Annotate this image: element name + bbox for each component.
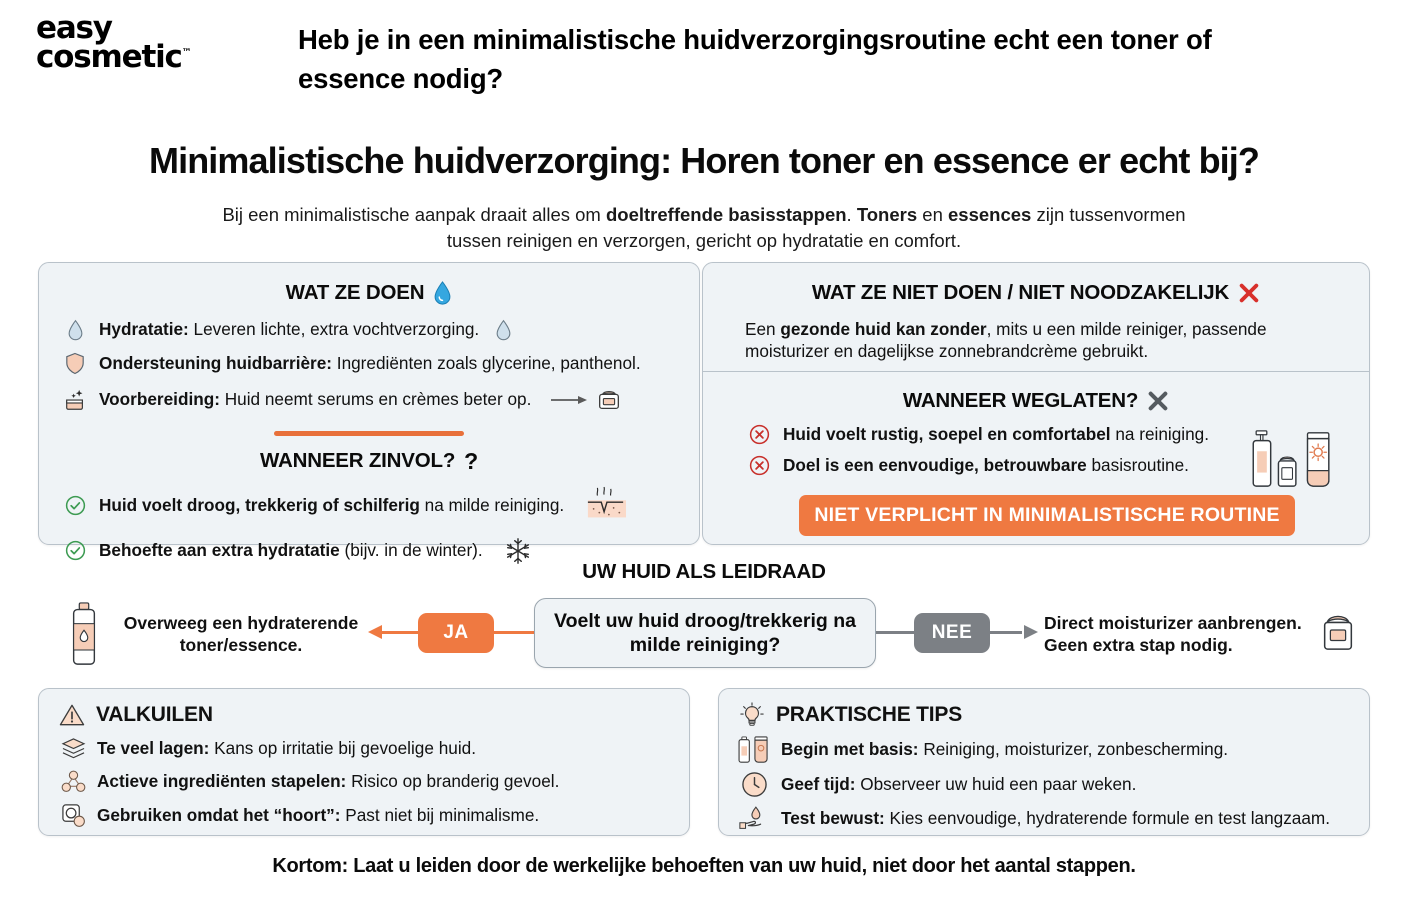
- brand-logo: [36, 10, 246, 75]
- check-circle-icon: [61, 540, 89, 561]
- list-item: [59, 803, 689, 828]
- list-item-text: [781, 808, 1330, 830]
- list-item-text: [99, 319, 479, 341]
- flow-connector-no-left: [876, 631, 918, 634]
- panel-what-they-do: [38, 262, 700, 560]
- gray-cross-icon: [1147, 390, 1169, 412]
- flow-yes-outcome-line1: Overweeg een hydraterende: [123, 613, 359, 633]
- list-item-text: [97, 738, 476, 760]
- list-item: [59, 769, 689, 794]
- panel-what-they-dont-do-heading-text: WAT ZE NIET DOEN / NIET NOODZAKELIJK: [811, 281, 1230, 304]
- list-item-rest: Kies eenvoudige, hydraterende formule en test langzaam.: [884, 807, 1331, 828]
- panel-tips-heading: [739, 702, 1369, 728]
- two-products-icon: [737, 736, 771, 764]
- lightbulb-icon: [739, 702, 765, 728]
- flow-no-outcome: [1044, 612, 1324, 657]
- arrow-right-icon: [1018, 622, 1038, 642]
- list-item-bold: Te veel lagen:: [97, 737, 210, 758]
- mirror-icon: [59, 803, 87, 828]
- subtitle-bold-3: essences: [948, 204, 1032, 225]
- list-item: [737, 805, 1369, 832]
- list-item-bold: Voorbereiding:: [99, 389, 220, 410]
- list-item-bold: Huid voelt rustig, soepel en comfortabel: [783, 423, 1111, 444]
- arrow-left-icon: [368, 622, 388, 642]
- list-item-text: [97, 771, 559, 793]
- clock-icon: [737, 771, 771, 798]
- list-item-text: [99, 389, 531, 411]
- list-item-rest: Leveren lichte, extra vochtverzorging.: [188, 319, 480, 340]
- flow-section-title: UW HUID ALS LEIDRAAD: [582, 560, 826, 583]
- subtitle-bold-2: Toners: [856, 204, 918, 225]
- list-item-bold: Gebruiken omdat het “hoort”:: [97, 804, 341, 825]
- cream-jar-icon: [595, 386, 623, 414]
- list-item-bold: Geef tijd:: [781, 773, 856, 794]
- panel-what-they-dont-do: [702, 262, 1370, 545]
- list-item-rest: Past niet bij minimalisme.: [340, 804, 540, 825]
- list-item-rest: Huid neemt serums en crèmes beter op.: [219, 389, 532, 410]
- question-mark-icon: ?: [464, 447, 479, 474]
- flow-yes-outcome: [110, 612, 372, 657]
- list-item-rest: Observeer uw huid een paar weken.: [855, 773, 1137, 794]
- body-text-2: , mits u een milde reiniger, passende moisturizer en dagelijkse zonnebrandcrème gebruikt.: [745, 319, 1267, 362]
- list-item-text: [783, 424, 1209, 446]
- section-divider: [274, 431, 464, 436]
- water-drop-icon: [61, 319, 89, 341]
- sparkle-product-icon: [61, 388, 89, 413]
- footer-summary: Kortom: Laat u leiden door de werkelijke behoeften van uw huid, niet door het aantal stappen.: [272, 855, 1136, 877]
- list-item-bold: Behoefte aan extra hydratatie: [99, 539, 340, 560]
- list-item-text: [97, 805, 539, 827]
- flow-question-box: Voelt uw huid droog/trekkerig na milde reiniging?: [534, 598, 876, 668]
- flow-badge-yes: JA: [418, 613, 494, 653]
- list-item-bold: Huid voelt droog, trekkerig of schilferig: [99, 494, 420, 515]
- trademark-symbol: ™: [181, 47, 192, 59]
- list-item-bold: Actieve ingrediënten stapelen:: [97, 770, 347, 791]
- list-item-rest: na reiniging.: [1110, 423, 1209, 444]
- list-item-bold: Test bewust:: [781, 807, 885, 828]
- list-item-rest: Kans op irritatie bij gevoelige huid.: [209, 737, 476, 758]
- panel-divider: [703, 371, 1369, 372]
- layers-icon: [59, 737, 87, 760]
- red-cross-icon: [1238, 282, 1260, 304]
- flow-no-outcome-line2: Geen extra stap nodig.: [1044, 635, 1233, 656]
- panel-pitfalls: [38, 688, 690, 836]
- flow-connector-yes-right: [492, 631, 538, 634]
- subtitle-bold-1: doeltreffende basisstappen: [605, 204, 847, 225]
- status-badge: NIET VERPLICHT IN MINIMALISTISCHE ROUTINE: [799, 495, 1295, 536]
- skincare-products-icon: [1243, 428, 1341, 490]
- panel-what-they-do-heading-text: WAT ZE DOEN: [285, 281, 425, 304]
- subtitle-text-4: zijn tussenvormen tussen reinigen en verzorgen, gericht op hydratatie en comfort.: [446, 204, 1186, 252]
- panel-what-they-dont-do-heading: [703, 281, 1369, 305]
- list-item-text: [781, 739, 1228, 761]
- page-title: Minimalistische huidverzorging: Horen toner en essence er echt bij?: [149, 140, 1259, 181]
- list-item-text: [99, 495, 564, 517]
- x-circle-icon: [745, 455, 773, 476]
- page-subtitle: [204, 202, 1204, 255]
- header: [0, 0, 1408, 118]
- panel-when-useful-heading: [39, 448, 699, 475]
- list-item: [61, 386, 699, 414]
- molecules-icon: [59, 769, 87, 794]
- panel-tips: [718, 688, 1370, 836]
- panel-pitfalls-heading-text: VALKUILEN: [96, 703, 213, 726]
- list-item: [61, 352, 699, 375]
- panel-what-they-do-heading: [39, 281, 699, 305]
- dry-skin-icon: [582, 486, 630, 526]
- subtitle-text-1: Bij een minimalistische aanpak draait alles om: [222, 204, 606, 225]
- water-drop-icon: [495, 319, 512, 341]
- list-item-bold: Begin met basis:: [781, 739, 919, 760]
- subtitle-text-3: en: [917, 204, 948, 225]
- list-item: [59, 737, 689, 760]
- list-item: [737, 771, 1369, 798]
- list-item-rest: na milde reiniging.: [419, 494, 565, 515]
- warning-triangle-icon: [59, 703, 85, 727]
- body-bold: gezonde huid kan zonder: [780, 319, 987, 339]
- list-item-rest: (bijv. in de winter).: [339, 539, 483, 560]
- list-item-bold: Doel is een eenvoudige, betrouwbare: [783, 455, 1087, 476]
- panel-when-useful-heading-text: WANNEER ZINVOL?: [259, 449, 456, 472]
- panel-when-skip-heading-text: WANNEER WEGLATEN?: [902, 388, 1139, 412]
- list-item-rest: Risico op branderig gevoel.: [346, 770, 560, 791]
- list-item-bold: Ondersteuning huidbarrière:: [99, 352, 333, 373]
- x-circle-icon: [745, 424, 773, 445]
- list-item-rest: Ingrediënten zoals glycerine, panthenol.: [332, 352, 641, 373]
- brand-logo-line2: cosmetic™: [36, 38, 192, 75]
- list-item: [61, 486, 699, 526]
- panel-what-they-dont-do-body: [745, 318, 1343, 363]
- list-item-rest: basisroutine.: [1086, 455, 1189, 476]
- list-item-text: [781, 774, 1136, 796]
- flow-badge-no: NEE: [914, 613, 990, 653]
- check-circle-icon: [61, 495, 89, 516]
- flow-no-outcome-line1: Direct moisturizer aanbrengen.: [1044, 613, 1302, 633]
- flow-yes-outcome-line2: toner/essence.: [179, 635, 303, 656]
- list-item-text: [99, 353, 641, 375]
- list-item-bold: Hydratatie:: [99, 319, 189, 340]
- list-item-text: [99, 540, 483, 562]
- water-drop-icon: [433, 281, 452, 305]
- panel-when-skip-heading: [703, 389, 1369, 413]
- list-item: [61, 319, 699, 341]
- arrow-right-icon: [551, 386, 623, 414]
- subtitle-text-2: .: [846, 204, 857, 225]
- body-text-1: Een: [745, 319, 781, 339]
- list-item-rest: Reiniging, moisturizer, zonbescherming.: [918, 739, 1229, 760]
- toner-bottle-icon: [68, 600, 100, 668]
- header-question: Heb je in een minimalistische huidverzorgingsroutine echt een toner of essence nodig?: [298, 24, 1212, 95]
- list-item-text: [783, 455, 1189, 477]
- brand-logo-line1: easy: [36, 10, 112, 46]
- list-item: [737, 736, 1369, 764]
- panel-tips-heading-text: PRAKTISCHE TIPS: [776, 703, 963, 726]
- hand-drop-icon: [737, 805, 771, 832]
- cream-jar-icon: [1318, 608, 1358, 654]
- panel-pitfalls-heading: [59, 703, 689, 727]
- shield-icon: [61, 352, 89, 375]
